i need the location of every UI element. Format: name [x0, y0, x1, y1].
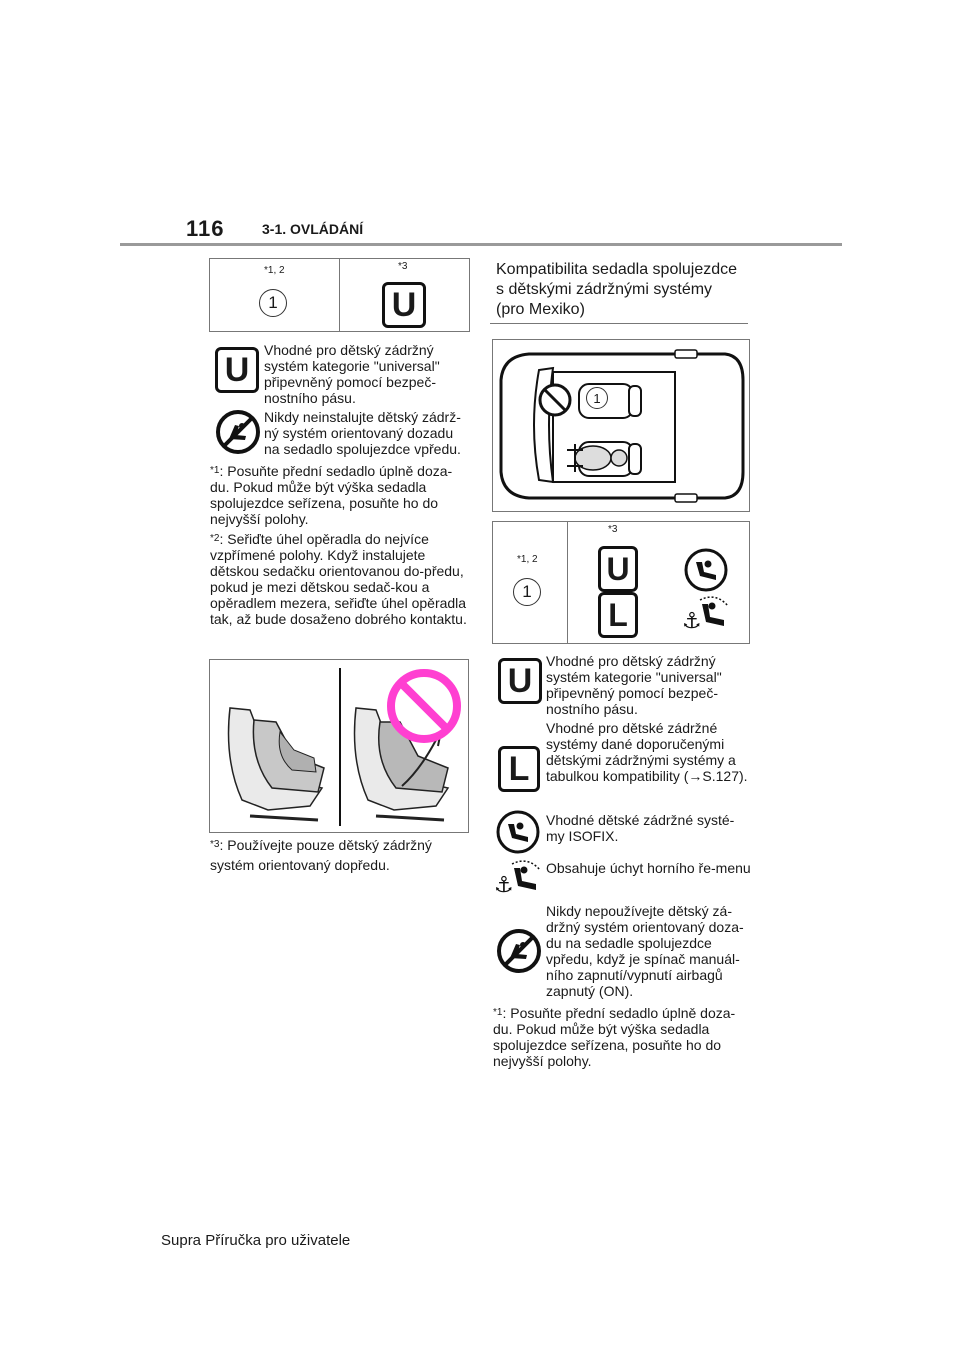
note-1: $^{*1}$: Posuňte přední sedadlo úplně doza-du. Pokud může být výška sedadla spolujezdce seřízena, posuňte ho do nejvyšší polohy.: [210, 463, 453, 527]
table2-col1-sup: *1, 2: [517, 554, 538, 565]
table2-col2-sup: *3: [608, 524, 618, 535]
legend-no-rear-facing-text: Nikdy neinstalujte dětský zádrž-ný systém orientovaný dozadu na sedadlo spolujezdce vpředu.: [264, 409, 461, 457]
table1-col1-sup: *1, 2: [264, 265, 285, 276]
car-diagram-frame: [492, 339, 750, 512]
note-3: $^{*3}$: Používejte pouze dětský zádržný systém orientovaný dopředu.: [210, 837, 432, 873]
seat-table-1: [209, 258, 470, 332]
position-1-icon: 1: [586, 387, 608, 409]
isofix-icon: [496, 810, 540, 854]
page-number: 116: [186, 216, 225, 241]
no-rear-facing-icon: [215, 409, 261, 455]
universal-u-icon: U: [598, 546, 638, 592]
table1-col2: [340, 259, 469, 331]
note-2-text: Seřiďte úhel opěradla do nejvíce vzpřímené polohy. Když instalujete dětskou sedačku orientovanou do-předu, pokud je mezi dětskou sedač-kou a opěradlem mezera, seřiďte úhel opěradla tak, až bude dosaženo dobrého kontaktu.: [210, 531, 467, 627]
note-2-mark: *2: [210, 533, 220, 544]
legend-isofix-text: Vhodné dětské zádržné systé-my ISOFIX.: [546, 812, 735, 844]
compatibility-heading: Kompatibilita sedadla spolujezdce s dětskými zádržnými systémy (pro Mexiko): [490, 258, 748, 324]
compatibility-l-icon: L: [498, 746, 540, 792]
svg-text:⚓: ⚓: [682, 609, 702, 632]
legend-top-tether-text: Obsahuje úchyt horního ře-menu: [546, 860, 751, 876]
universal-u-icon: U: [498, 658, 542, 704]
note-2: $^{*2}$: Seřiďte úhel opěradla do nejvíce vzpřímené polohy. Když instalujete dětskou sedačku orientovanou do-předu, pokud je mezi dětskou sedač-kou a opěradlem mezera, seřiďte úhel opěradla tak, až bude dosaženo dobrého kontaktu.: [210, 531, 467, 627]
table2-col1: [493, 522, 568, 643]
table2-col2: [568, 522, 749, 643]
header-rule: [120, 243, 842, 246]
note-3-mark: *3: [210, 839, 220, 850]
top-tether-icon: [492, 858, 544, 896]
seat-illustration: [210, 660, 468, 832]
note-right-1: $^{*1}$: Posuňte přední sedadlo úplně doza-du. Pokud může být výška sedadla spolujezdce seřízena, posuňte ho do nejvyšší polohy.: [493, 1005, 736, 1069]
legend-no-rear-facing-text: Nikdy nepoužívejte dětský zá-držný systém orientovaný doza-du na sedadle spolujezdce vpředu, když je spínač manuál-ního zapnutí/vypnutí airbagů zapnutý (ON).: [546, 903, 744, 999]
compatibility-l-icon: L: [598, 592, 638, 638]
universal-u-icon: U: [382, 282, 426, 328]
section-title: 3-1. OVLÁDÁNÍ: [262, 221, 364, 237]
note-3-text: Používejte pouze dětský zádržný systém orientovaný dopředu.: [210, 837, 432, 873]
position-1-icon: 1: [513, 578, 541, 606]
legend-universal-text: Vhodné pro dětský zádržný systém kategorie "universal" připevněný pomocí bezpeč-nostního pásu.: [264, 342, 440, 406]
universal-u-icon: U: [215, 347, 259, 393]
table1-col1: [210, 259, 340, 331]
table1-col2-sup: *3: [398, 261, 408, 272]
seat-illustration-frame: [209, 659, 469, 833]
position-1-icon: 1: [259, 289, 287, 317]
seat-table-2: [492, 521, 750, 644]
note-1-text: Posuňte přední sedadlo úplně doza-du. Pokud může být výška sedadla spolujezdce seřízena, posuňte ho do nejvyšší polohy.: [210, 463, 453, 527]
note-right-1-mark: *1: [493, 1007, 503, 1018]
legend-compatibility-text: Vhodné pro dětské zádržné systémy dané doporučenými dětskými zádržnými systémy a tabulkou kompatibility (→S.127).: [546, 720, 748, 784]
note-1-mark: *1: [210, 465, 220, 476]
footer-text: Supra Příručka pro uživatele: [161, 1232, 351, 1249]
top-tether-icon: [680, 594, 732, 632]
legend-universal-text: Vhodné pro dětský zádržný systém kategorie "universal" připevněný pomocí bezpeč-nostního pásu.: [546, 653, 722, 717]
car-diagram: [493, 340, 749, 511]
svg-text:⚓: ⚓: [494, 873, 514, 896]
note-right-1-text: Posuňte přední sedadlo úplně doza-du. Pokud může být výška sedadla spolujezdce seřízena, posuňte ho do nejvyšší polohy.: [493, 1005, 736, 1069]
no-rear-facing-icon: [496, 928, 542, 974]
isofix-icon: [684, 548, 728, 592]
